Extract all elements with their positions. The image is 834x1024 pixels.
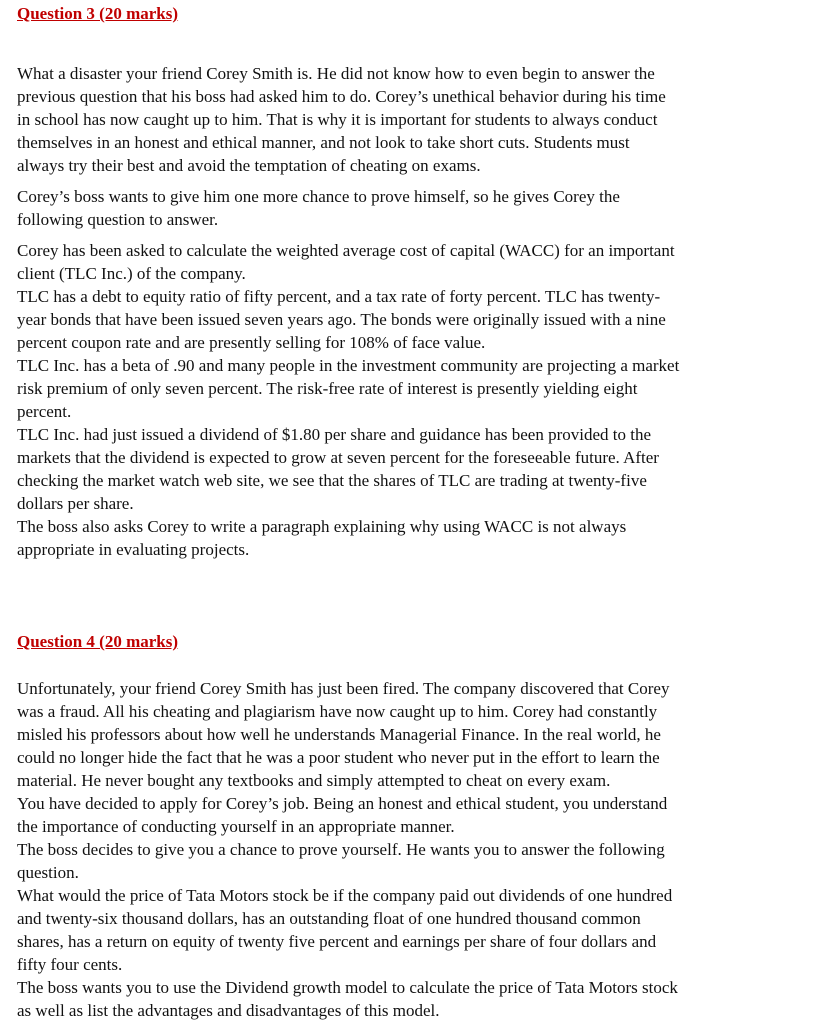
question-3-paragraph-chance: Corey’s boss wants to give him one more chance to prove himself, so he gives Corey the following question to answer. xyxy=(17,187,620,229)
question-4-body xyxy=(17,677,809,1022)
question-3-heading: Question 3 (20 marks) xyxy=(17,4,179,23)
question-3-paragraph-intro: What a disaster your friend Corey Smith is. He did not know how to even begin to answer the previous question that his boss had asked him to do. Corey’s unethical behavior during his time in school has now caught up to him. That is why it is important for students to always conduct themselves in an honest and ethical manner, and not look to take short cuts. Students must always try their best and avoid the temptation of cheating on exams. xyxy=(17,64,666,175)
question-3-body xyxy=(17,62,809,561)
question-4-heading: Question 4 (20 marks) xyxy=(17,632,179,651)
question-3-paragraph-wacc: Corey has been asked to calculate the weighted average cost of capital (WACC) for an important client (TLC Inc.) of the company. TLC has a debt to equity ratio of fifty percent, and a tax rate of forty percent. TLC has twenty- year bonds that have been issued seven years ago. The bonds were originally issued with a nine percent coupon rate and are presently selling for 108% of face value. TLC Inc. has a beta of .90 and many people in the investment community are projecting a market risk premium of only seven percent. The risk-free rate of interest is presently yielding eight percent. TLC Inc. had just issued a dividend of $1.80 per share and guidance has been provided to the markets that the dividend is expected to grow at seven percent for the foreseeable future. After checking the market watch web site, we see that the shares of TLC are trading at twenty-five dollars per share. The boss also asks Corey to write a paragraph explaining why using WACC is not always appropriate in evaluating projects. xyxy=(17,241,680,559)
question-4-paragraph: Unfortunately, your friend Corey Smith has just been fired. The company discovered that Corey was a fraud. All his cheating and plagiarism have now caught up to him. Corey had constantly misled his professors about how well he understands Managerial Finance. In the real world, he could no longer hide the fact that he was a poor student who never put in the effort to learn the material. He never bought any textbooks and simply attempted to cheat on every exam. You have decided to apply for Corey’s job. Being an honest and ethical student, you understand the importance of conducting yourself in an appropriate manner. The boss decides to give you a chance to prove yourself. He wants you to answer the following question. What would the price of Tata Motors stock be if the company paid out dividends of one hundred and twenty-six thousand dollars, has an outstanding float of one hundred thousand common shares, has a return on equity of twenty five percent and earnings per share of four dollars and fifty four cents. The boss wants you to use the Dividend growth model to calculate the price of Tata Motors stock as well as list the advantages and disadvantages of this model. xyxy=(17,679,678,1020)
